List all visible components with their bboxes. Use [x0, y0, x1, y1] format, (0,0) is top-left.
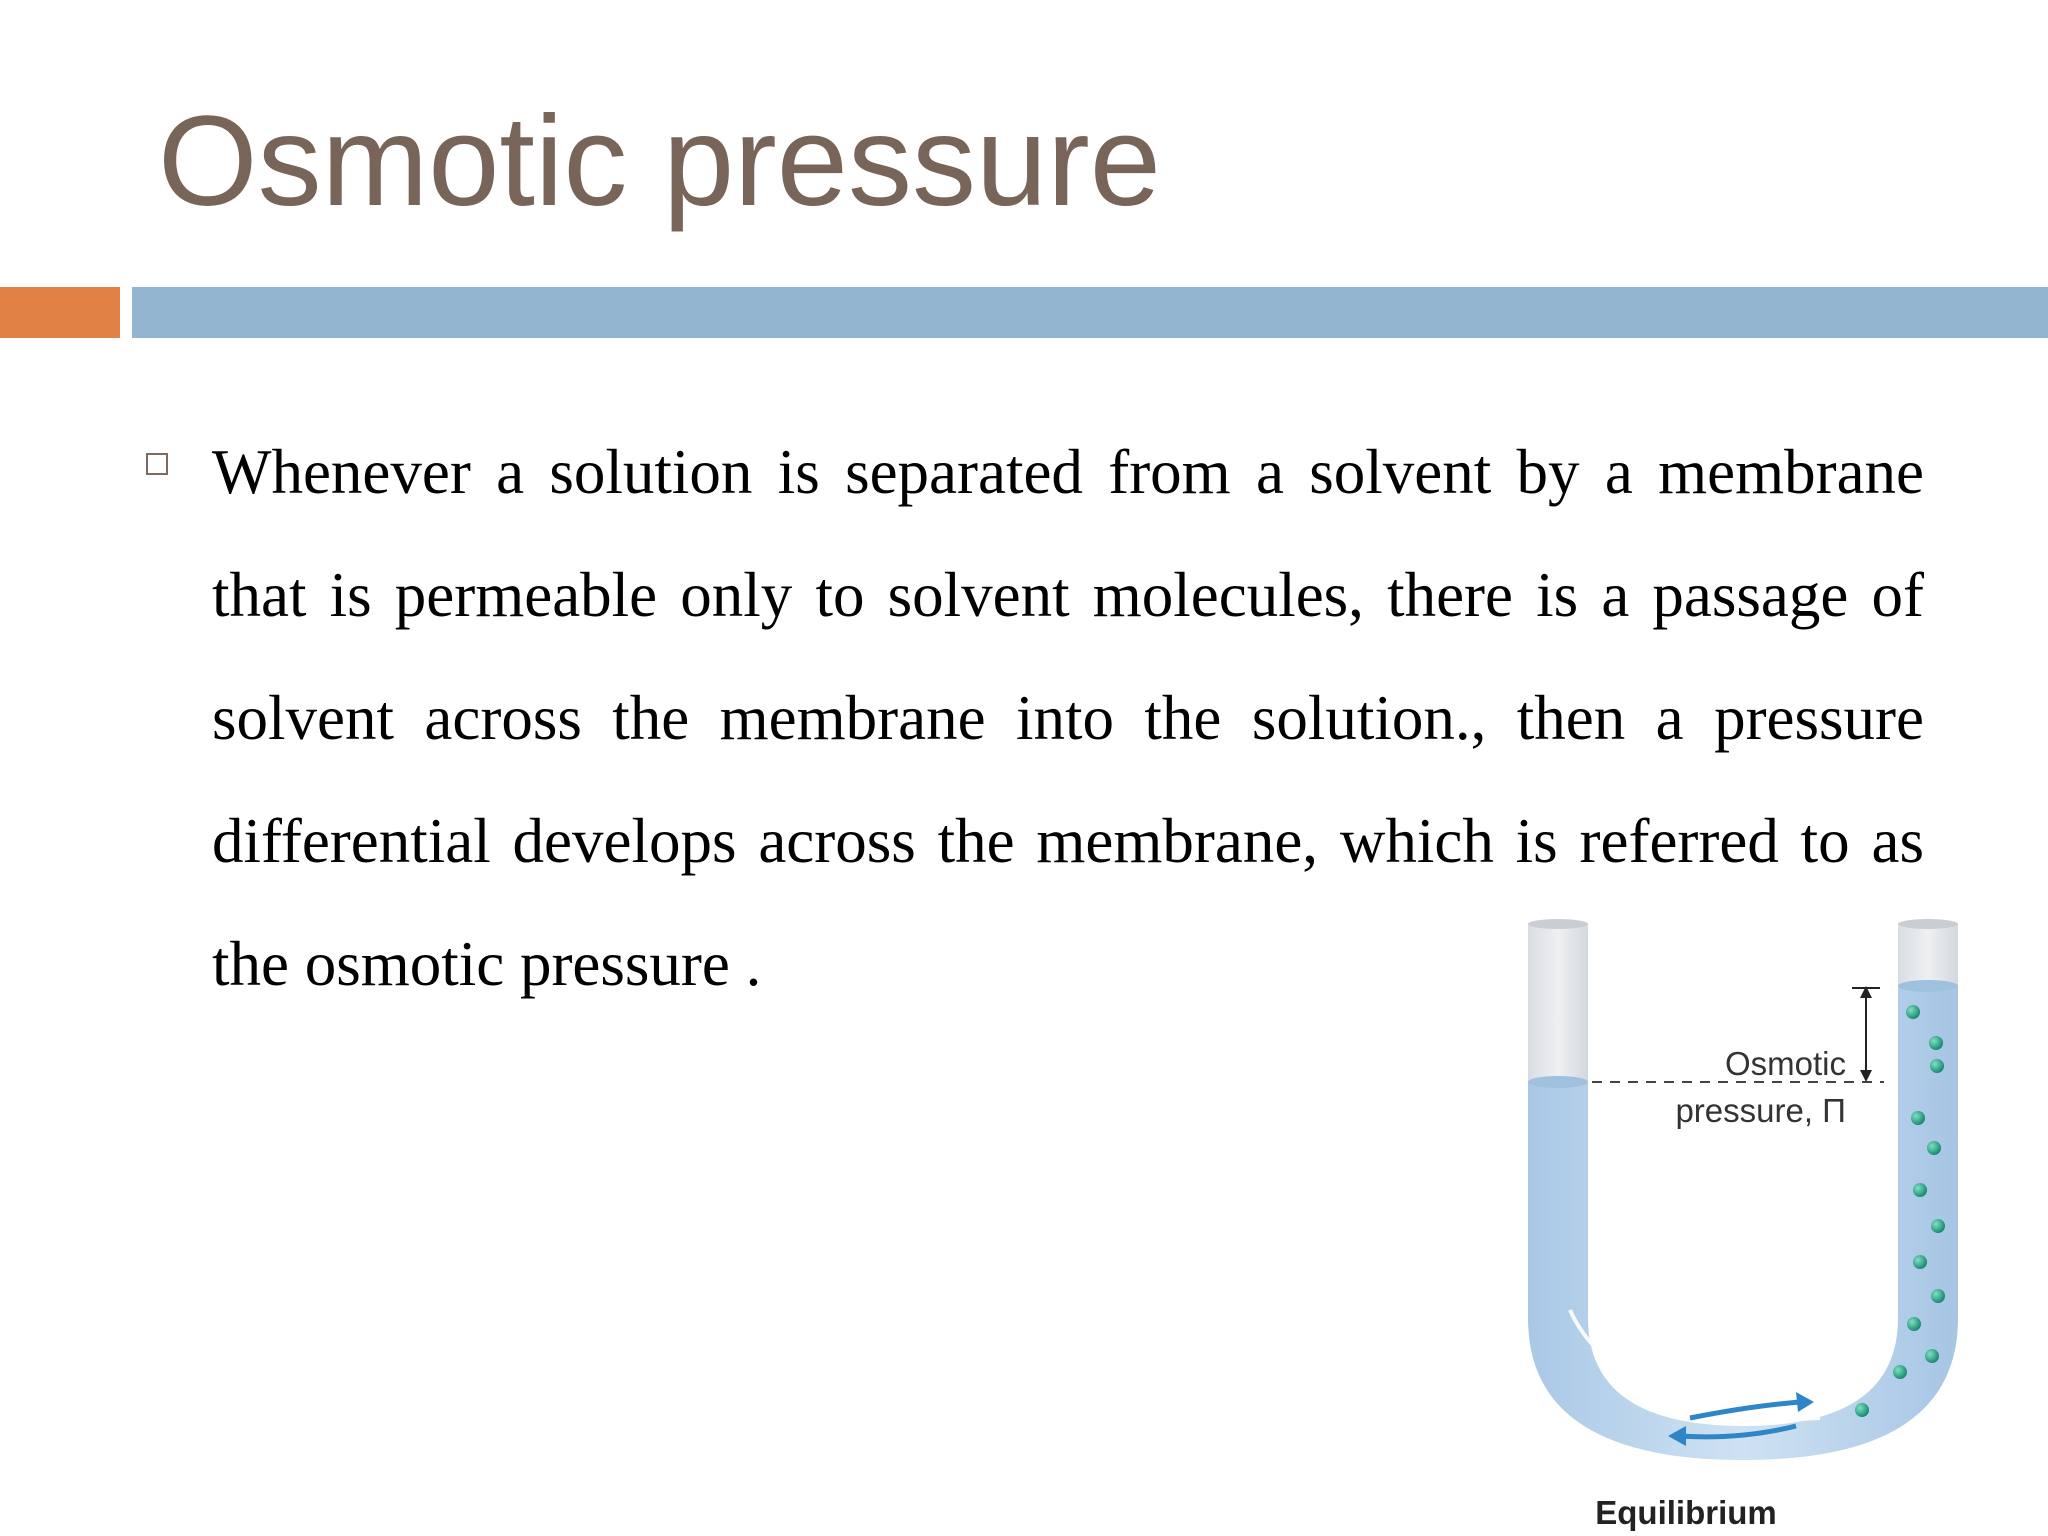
u-tube-osmosis-diagram — [1500, 900, 1980, 1536]
bullet-text: Whenever a solution is separated from a solvent by a membrane that is permeable only to solvent molecules, there is a passage of solvent across the membrane into the solution., then a pressure differential develops across the membrane, which is referred to as the osmotic pressure . — [212, 437, 1924, 999]
equilibrium-caption: Equilibrium — [1595, 1494, 1777, 1531]
bullet-square-icon — [146, 453, 168, 475]
title-accent-bar-blue — [132, 287, 2048, 338]
osmotic-pressure-label-line2: pressure, Π — [1675, 1092, 1846, 1129]
title-accent-bar-orange — [0, 287, 120, 338]
osmotic-pressure-label-line1: Osmotic — [1724, 1045, 1846, 1082]
left-arm-glass — [1528, 924, 1588, 1082]
slide-title: Osmotic pressure — [158, 90, 1161, 233]
right-arm-glass — [1898, 924, 1958, 986]
